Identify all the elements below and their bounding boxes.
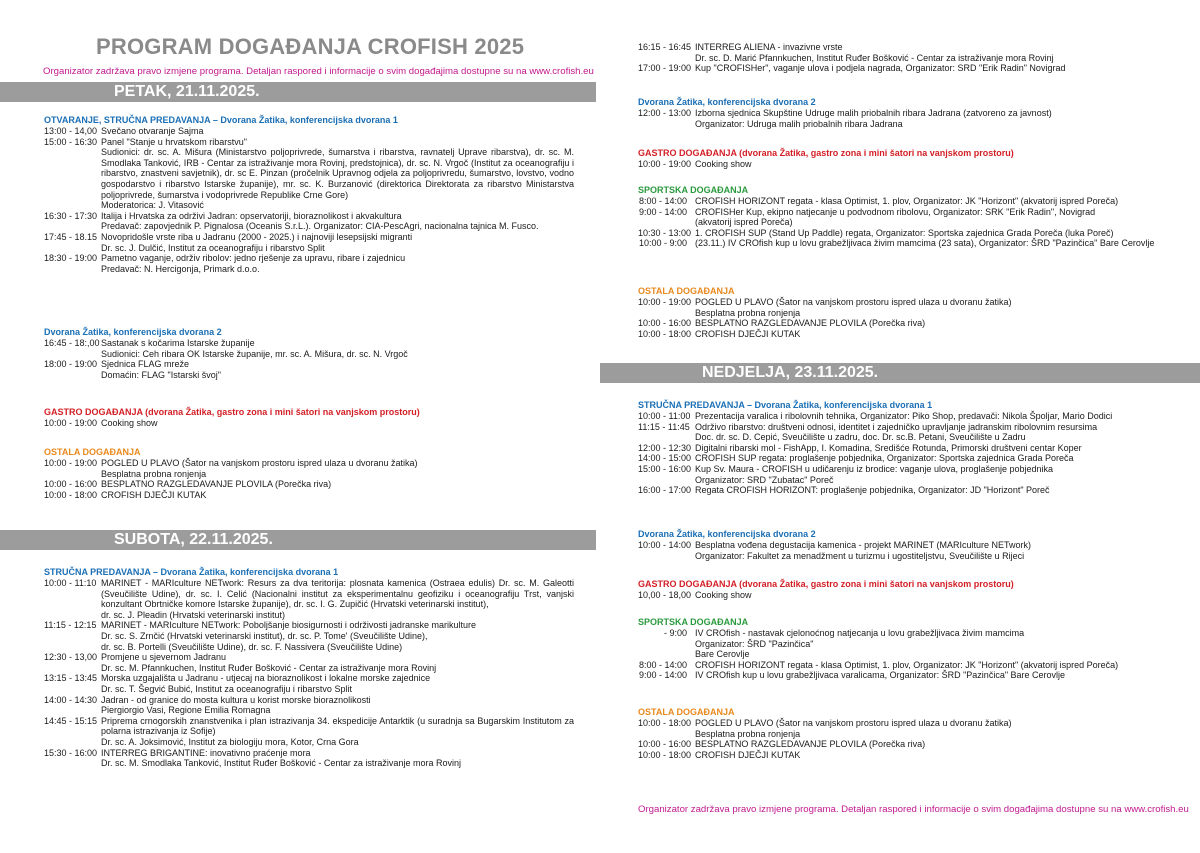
schedule-row [44,232,574,243]
row-text: Dr. sc. M. Smodlaka Tanković, Institut Ruđer Bošković - Centar za istraživanje mora Rovinj [101,758,461,769]
fri-hall2-section [44,326,574,380]
schedule-row [638,670,1178,681]
schedule-row [44,642,574,653]
schedule-row [638,660,1178,671]
schedule-row [44,221,574,232]
row-text: Sastanak s kočarima Istarske županije [101,338,255,348]
schedule-list [638,108,1178,129]
schedule-row [44,147,574,200]
schedule-row [638,639,1178,650]
schedule-row [638,540,1178,551]
schedule-row [44,737,574,748]
schedule-list [638,590,1178,601]
row-text: Dr. sc. D. Marić Pfannkuchen, Institut Ruđer Bošković - Centar za istraživanje mora Rovinj [695,52,1054,63]
row-time: 10:00 - 19:00 [44,458,98,468]
schedule-row [638,432,1178,443]
sat-other-section [638,285,1178,339]
row-text: (23.11.) IV CROfish kup u lovu grabežljivaca živim mamcima (23 sata), Organizator: ŠRD "Pazinčica" Bare Cerovlje [695,238,1155,249]
schedule-list [638,196,1178,249]
section-title: OSTALA DOGAĐANJA [44,447,141,457]
row-time: 13:15 - 13:45 [44,673,98,684]
row-text: Kup "CROFISHer", vaganje ulova i podjela nagrada, Organizator: SRD "Erik Radin" Novigrad [695,63,1066,74]
row-text: Cooking show [695,590,752,600]
schedule-row [638,443,1178,454]
row-time: 16:45 - 18:,00 [44,338,100,348]
row-time [638,119,695,130]
row-text: Dr. sc. S. Zrnčić (Hrvatski veterinarski institut), dr. sc. P. Tome' (Sveučilište Udine), [101,630,428,641]
row-time: 10:00 - 18:00 [44,489,98,500]
schedule-row [44,490,574,501]
sun-sports-section [638,616,1178,681]
schedule-row [638,628,1178,639]
row-text: Dr. sc. A. Joksimović, Institut za biologiju mora, Kotor, Crna Gora [101,736,359,747]
schedule-list [638,628,1178,681]
sat-sports-section [638,184,1178,249]
row-time [44,221,101,232]
schedule-row [44,370,574,381]
row-text: Priprema crnogorskih znanstvenika i plan istrazivanja 34. ekspedicije Antarktik (u suradnja sa Bugarskim Institutom za polarna istrazivanja iz Sofije) [101,715,574,737]
row-time [638,53,695,64]
row-time: 14:00 - 14:30 [44,694,98,705]
row-text: Prezentacija varalica i ribolovnih tehnika, Organizator: Piko Shop, predavači: Nikola Špoljar, Mario Dodici [695,411,1113,421]
schedule-row [638,238,1178,249]
sun-other-section [638,706,1178,760]
sat-lectures-continued [638,42,1178,74]
section-title: GASTRO DOGAĐANJA (dvorana Žatika, gastro zona i mini šatori na vanjskom prostoru) [638,579,1014,589]
schedule-row [638,729,1178,740]
row-text: Morska uzgajališta u Jadranu - utjecaj na bioraznolikost i lokalne morske zajednice [101,673,431,684]
section-title: Dvorana Žatika, konferencijska dvorana 2 [638,529,816,539]
schedule-row [638,196,1178,207]
schedule-row [638,53,1178,64]
schedule-row [638,329,1178,340]
row-text: Dr. sc. J. Dulčić, Institut za oceanografiju i ribarstvo Split [101,242,325,253]
row-text: POGLED U PLAVO (Šator na vanjskom prostoru ispred ulaza u dvoranu žatika) [695,297,1012,307]
schedule-row [44,716,574,737]
schedule-list [44,418,574,429]
schedule-row [44,673,574,684]
schedule-row [638,453,1178,464]
row-time: 10:00 - 19:00 [638,297,692,307]
row-time [638,729,695,740]
row-time [44,264,101,275]
schedule-row [44,200,574,211]
schedule-row [638,718,1178,729]
page-title: PROGRAM DOGAĐANJA CROFISH 2025 [96,34,525,59]
section-title: OSTALA DOGAĐANJA [638,707,735,717]
schedule-row [638,228,1178,239]
row-time [44,684,101,695]
fri-lectures-section [44,114,574,274]
row-time [44,705,101,716]
row-time [44,243,101,254]
schedule-row [638,159,1178,170]
schedule-row [44,359,574,370]
section-title: OTVARANJE, STRUČNA PREDAVANJA – Dvorana Žatika, konferencijska dvorana 1 [44,115,398,125]
sat-lectures-section [44,566,574,769]
row-time: 10:00 - 19:00 [638,159,692,169]
day-bar-friday [0,82,596,102]
schedule-row [638,422,1178,433]
row-time: 12:00 - 13:00 [638,108,692,118]
row-text: Cooking show [101,418,158,428]
row-text: 1. CROFISH SUP (Stand Up Paddle) regata, Organizator: Sportska zajednica Grada Poreča (luka Poreč) [695,227,1114,238]
row-time: 10:30 - 13:00 [638,227,692,238]
row-text: Sudionici: Ceh ribara OK Istarske županije, mr. sc. A. Mišura, dr. sc. N. Vrgoč [101,348,408,359]
row-time: 9:00 - 14:00 [638,206,687,217]
row-text: Digitalni ribarski mol - FishApp, I. Komadina, Središće Rotunda, Primorski društveni centar Koper [695,442,1082,453]
schedule-row [44,705,574,716]
schedule-row [44,126,574,137]
schedule-row [638,739,1178,750]
row-time: 14:45 - 15:15 [44,715,98,726]
row-time: - 9:00 [663,628,687,638]
schedule-list [638,540,1178,561]
section-title: SPORTSKA DOGAĐANJA [638,185,749,195]
row-time [44,469,101,480]
section-title: SPORTSKA DOGAĐANJA [638,617,749,627]
row-time: 18:00 - 19:00 [44,359,98,370]
row-text: Svečano otvaranje Sajma [101,126,204,136]
bottom-notice: Organizator zadržava pravo izmjene programa. Detaljan raspored i informacije o svim događajima dostupne su na www.crofish.eu [638,804,1189,815]
section-title: STRUČNA PREDAVANJA – Dvorana Žatika, konferencijska dvorana 1 [638,400,933,410]
row-text: BESPLATNO RAZGLEDAVANJE PLOVILA (Porečka riva) [101,479,332,490]
row-time [44,200,101,211]
row-text: Dr. sc. T. Šegvić Bubić, Institut za oceanografiju i ribarstvo Split [101,683,352,694]
row-text: Besplatna vođena degustacija kamenica - projekt MARINET (MARIculture NETwork) [695,540,1031,550]
row-text: MARINET - MARIculture NETwork: Resurs za dva teritorija: plosnata kamenica (Ostraea edulis) Dr. sc. M. Galeotti (Sveučilište Udine), dr. sc. I. Celić (Nacionalni institut za eksperimentalnu geofiziku i oceanografiju Trst, vanjski konzultant Obrtničke komore Istarske županije), dr. sc. I. G. Zupičić (Hrvatski veterinarski institut), [101,578,574,610]
row-text: Kup Sv. Maura - CROFISH u udičarenju iz brodice: vaganje ulova, proglašenje pobjednika [695,463,1054,474]
row-time [638,551,695,562]
schedule-row [44,338,574,349]
row-time: 15:00 - 16:00 [638,463,692,474]
row-text: Novopridošle vrste riba u Jadranu (2000 - 2025.) i najnoviji lesepsijski migranti [101,231,413,242]
schedule-list [638,297,1178,339]
row-text: CROFISH DJEČJI KUTAK [695,328,801,339]
row-time: 13:00 - 14,00 [44,126,98,136]
schedule-list [44,458,574,500]
row-time: 15:00 - 16:30 [44,136,98,147]
row-text: Panel "Stanje u hrvatskom ribarstvu" [101,136,247,147]
row-text: Piergiorgio Vasi, Regione Emilia Romagna [101,705,271,716]
row-time: 10:00 - 16:00 [638,318,692,329]
row-text: Izborna sjednica Skupštine Udruge malih priobalnih ribara Jadrana (zatvoreno za javnost) [695,108,1052,118]
row-text: INTERREG ALIENA - invazivne vrste [695,42,843,52]
schedule-row [44,631,574,642]
row-text: Besplatna probna ronjenja [695,307,801,318]
row-time: 11:15 - 12:15 [44,620,97,631]
row-time: 16:15 - 16:45 [638,42,692,52]
row-time [44,758,101,769]
row-time: 9:00 - 14:00 [638,670,687,681]
row-text: Promjene u sjevernom Jadranu [101,652,227,663]
schedule-row [44,469,574,480]
schedule-row [44,610,574,621]
schedule-row [638,207,1178,218]
top-notice: Organizator zadržava pravo izmjene programa. Detaljan raspored i informacije o svim događajima dostupne su na www.crofish.eu [43,66,594,77]
day-label-saturday: SUBOTA, 22.11.2025. [114,531,273,548]
row-text: Cooking show [695,159,752,169]
row-text: CROFISH DJEČJI KUTAK [695,749,801,760]
row-text: Bare Cerovlje [695,649,750,660]
schedule-row [638,411,1178,422]
row-time: 17:45 - 18.15 [44,231,98,242]
row-time: 10,00 - 18,00 [638,590,692,600]
schedule-row [44,684,574,695]
schedule-row [44,264,574,275]
row-time: 10:00 - 19:00 [44,418,98,428]
row-text: Italija i Hrvatska za održivi Jadran: opservatoriji, bioraznolikost i akvakultura [101,210,402,221]
row-text: Sudionici: dr. sc. A. Mišura (Ministarstvo poljoprivrede, šumarstva i ribarstva, ravnatelj Uprave ribarstva), dr. sc. M. Smodlaka Tanković, IRB - Centar za istraživanje mora Rovinj, predstojnica), dr. sc. N. Vrgoč (Institut za oceanografiju i ribarstvo, znastveni savjetnik), dr. sc E. Pinzan (pročelnik Upravnog odjela za poljoprivredu, šumarstvo, lovstvo, vodno gospodarstvo i ribarstvo Istarske županije), mr. sc. K. Burzanović (direktorica Direktorata za ribarstvo Ministarstva poljoprivrede, šumarstva i vodoprivrede Republike Crne Gore) [101,147,574,200]
schedule-row [44,620,574,631]
schedule-row [44,253,574,264]
schedule-row [638,318,1178,329]
schedule-row [44,663,574,674]
row-text: (akvatorij ispred Poreča) [695,217,793,228]
row-time: 10:00 - 9:00 [638,238,687,249]
schedule-row [44,652,574,663]
sun-gastro-section [638,578,1178,601]
row-time [638,432,695,443]
schedule-row [638,217,1178,228]
schedule-row [44,458,574,469]
schedule-row [638,119,1178,130]
schedule-list [44,578,574,769]
row-time: 10:00 - 18:00 [638,328,692,339]
row-time: 18:30 - 19:00 [44,253,98,264]
row-text: dr. sc. B. Portelli (Sveučilište Udine), dr. sc. F. Nassivera (Sveučilište Udine) [101,641,403,652]
row-text: Organizator: SRD "Zubatac" Poreč [695,474,834,485]
row-time [44,737,101,748]
row-time: 8:00 - 14:00 [638,196,687,206]
fri-other-section [44,446,574,500]
day-label-sunday: NEDJELJA, 23.11.2025. [702,364,879,381]
row-time: 17:00 - 19:00 [638,63,692,74]
schedule-row [638,485,1178,496]
schedule-row [638,551,1178,562]
row-text: Jadran - od granice do mosta kultura u korist morske bioraznolikosti [101,694,371,705]
row-text: CROFISH DJEČJI KUTAK [101,489,207,500]
schedule-list [638,42,1178,74]
schedule-row [638,308,1178,319]
row-text: BESPLATNO RAZGLEDAVANJE PLOVILA (Porečka riva) [695,318,926,329]
row-time: 10:00 - 11:00 [638,411,691,421]
row-time: 14:00 - 15:00 [638,453,692,464]
row-time: 8:00 - 14:00 [638,659,687,670]
schedule-list [638,718,1178,760]
row-text: MARINET - MARIculture NETwork: Poboljšanje biosigurnosti i održivosti jadranske marikulture [101,620,476,631]
row-time [44,631,101,642]
row-time: 10:00 - 16:00 [638,739,692,750]
schedule-list [44,126,574,274]
row-time [638,217,695,228]
sun-lectures-section [638,399,1178,496]
row-text: Besplatna probna ronjenja [101,468,207,479]
row-time [44,349,101,360]
schedule-row [44,137,574,148]
row-text: CROFISH HORIZONT regata - klasa Optimist, 1. plov, Organizator: JK "Horizont" (akvatorij ispred Poreča) [695,196,1119,206]
row-text: CROFISHer Kup, ekipno natjecanje u podvodnom ribolovu, Organizator: SRK "Erik Radin", Novigrad [695,206,1096,217]
row-time: 10:00 - 11:10 [44,578,97,588]
row-text: Organizator: Fakultet za menadžment u turizmu i ugostiteljstvu, Sveučilište u Rijeci [695,550,1025,561]
section-title: GASTRO DOGAĐANJA (dvorana Žatika, gastro zona i mini šatori na vanjskom prostoru) [638,148,1014,158]
schedule-row [638,750,1178,761]
row-time [44,610,101,621]
row-time [44,370,101,381]
schedule-row [638,475,1178,486]
sat-hall2-section [638,96,1178,129]
row-time: 10:00 - 16:00 [44,479,98,490]
section-title: STRUČNA PREDAVANJA – Dvorana Žatika, konferencijska dvorana 1 [44,567,339,577]
row-text: Moderatorica: J. Vitasović [101,200,204,211]
row-time: 11:15 - 11:45 [638,421,690,432]
schedule-row [44,243,574,254]
schedule-row [638,464,1178,475]
row-text: dr. sc. J. Pleadin (Hrvatski veterinarski institut) [101,609,286,620]
row-time: 15:30 - 16:00 [44,747,98,758]
section-title: GASTRO DOGAĐANJA (dvorana Žatika, gastro zona i mini šatori na vanjskom prostoru) [44,407,420,417]
row-text: POGLED U PLAVO (Šator na vanjskom prostoru ispred ulaza u dvoranu žatika) [101,458,418,468]
schedule-row [638,108,1178,119]
schedule-row [44,479,574,490]
day-label-friday: PETAK, 21.11.2025. [114,83,260,100]
row-text: Pametno vaganje, održiv ribolov: jedno rješenje za upravu, ribare i zajednicu [101,253,406,264]
schedule-row [44,758,574,769]
row-text: Doc. dr. sc. D. Cepić, Sveučilište u zadru, doc. Dr. sc.B. Petani, Sveučilište u Zadru [695,432,1026,443]
schedule-row [44,748,574,759]
row-time [44,147,101,200]
schedule-row [638,42,1178,53]
row-text: POGLED U PLAVO (Šator na vanjskom prostoru ispred ulaza u dvoranu žatika) [695,718,1012,728]
row-text: CROFISH HORIZONT regata - klasa Optimist, 1. plov, Organizator: JK "Horizont" (akvatorij ispred Poreča) [695,659,1119,670]
row-time: 16:00 - 17:00 [638,485,692,496]
row-text: Organizator: ŠRD "Pazinčica" [695,638,814,649]
row-time: 16:30 - 17:30 [44,210,98,221]
schedule-row [44,211,574,222]
schedule-row [44,349,574,360]
schedule-list [638,411,1178,496]
section-title: OSTALA DOGAĐANJA [638,286,735,296]
row-time: 10:00 - 18:00 [638,749,692,760]
row-text: Besplatna probna ronjenja [695,728,801,739]
row-time: 12:30 - 13,00 [44,652,98,663]
schedule-row [44,418,574,429]
schedule-list [44,338,574,380]
row-text: Dr. sc. M. Pfannkuchen, Institut Ruđer Bošković - Centar za istraživanje mora Rovinj [101,662,437,673]
day-bar-saturday [0,530,596,550]
schedule-row [638,297,1178,308]
row-text: Predavač: N. Hercigonja, Primark d.o.o. [101,263,260,274]
section-title: Dvorana Žatika, konferencijska dvorana 2 [44,327,222,337]
row-time: 12:00 - 12:30 [638,442,692,453]
row-text: Održivo ribarstvo: društveni odnosi, identitet i zajedničko upravljanje jadranskim ribolovnim resursima [695,421,1098,432]
schedule-row [638,649,1178,660]
row-text: IV CROfish - nastavak cjelonoćnog natjecanja u lovu grabežljivaca živim mamcima [695,628,1025,638]
row-time [638,639,695,650]
row-text: Organizator: Udruga malih priobalnih ribara Jadrana [695,118,903,129]
row-time [44,663,101,674]
row-time [638,475,695,486]
day-bar-sunday [600,363,1200,383]
schedule-list [638,159,1178,170]
sat-gastro-section [638,147,1178,170]
schedule-row [44,695,574,706]
schedule-row [44,578,574,610]
fri-gastro-section [44,406,574,429]
section-title: Dvorana Žatika, konferencijska dvorana 2 [638,97,816,107]
row-time [638,308,695,319]
schedule-row [638,590,1178,601]
row-text: BESPLATNO RAZGLEDAVANJE PLOVILA (Porečka riva) [695,739,926,750]
row-text: IV CROfish kup u lovu grabežljivaca varalicama, Organizator: ŠRD "Pazinčica" Bare Cerovlje [695,670,1066,681]
row-text: CROFISH SUP regata: proglašenje pobjednika, Organizator: Sportska zajednica Grada Poreča [695,453,1074,464]
schedule-row [638,63,1178,74]
row-text: Sjednica FLAG mreže [101,359,190,370]
row-text: INTERREG BRIGANTINE: inovativno praćenje mora [101,747,311,758]
sun-hall2-section [638,528,1178,561]
row-text: Predavač: zapovjednik P. Pignalosa (Oceanis S.r.L.). Organizator: CIA-PescAgri, nacionalna tajnica M. Fusco. [101,221,539,232]
row-time: 10:00 - 18:00 [638,718,692,728]
row-text: Regata CROFISH HORIZONT: proglašenje pobjednika, Organizator: JD "Horizont" Poreč [695,485,1050,496]
row-time [638,649,695,660]
row-time [44,642,101,653]
row-text: Domaćin: FLAG "Istarski švoj" [101,369,221,380]
row-time: 10:00 - 14:00 [638,540,692,550]
